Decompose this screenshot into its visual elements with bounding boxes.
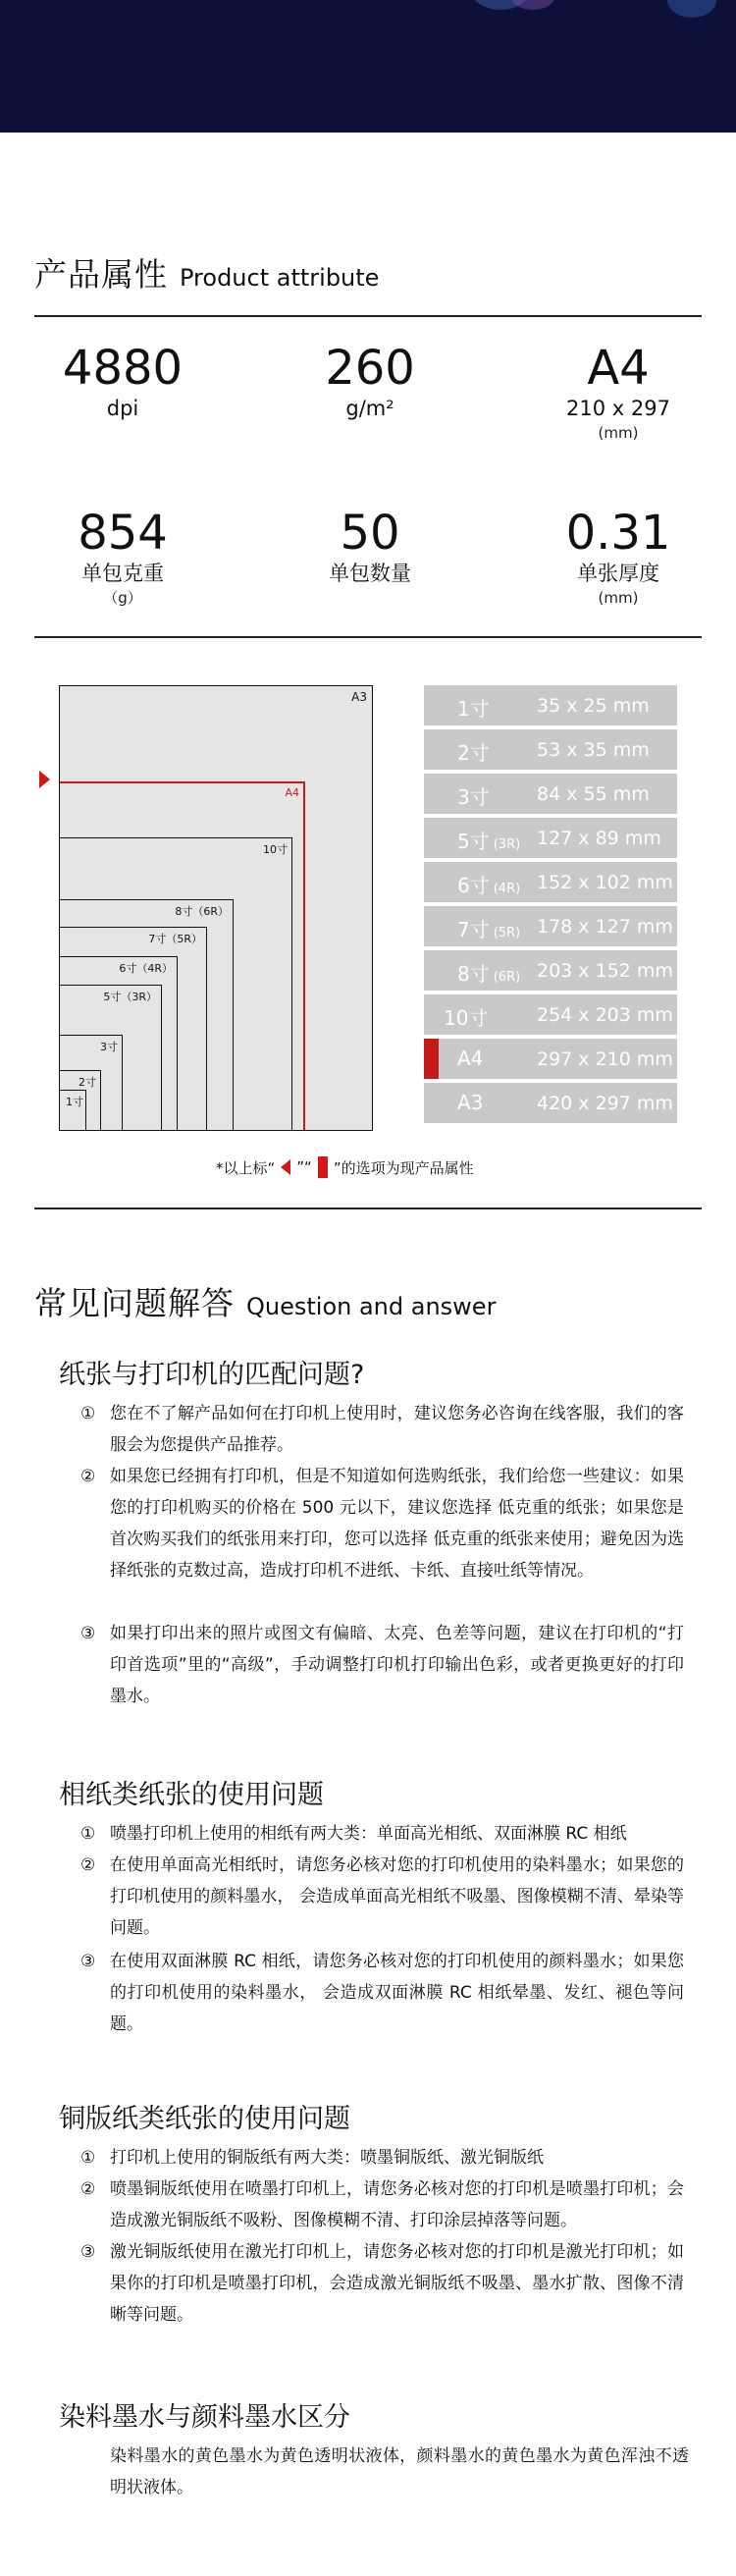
selected-size-tag xyxy=(424,1039,439,1079)
attributes-title-en: Product attribute xyxy=(180,264,380,292)
diagram-box-label: 10寸 xyxy=(263,843,288,856)
legend-mid: ”“ xyxy=(296,1158,312,1176)
size-dims: 152 x 102 mm xyxy=(537,872,673,893)
spec-size xyxy=(510,342,726,444)
diagram-box-label: 3寸 xyxy=(100,1041,118,1053)
legend-prefix: *以上标“ xyxy=(216,1158,276,1177)
size-dims: 35 x 25 mm xyxy=(537,695,650,717)
attributes-title-zh: 产品属性 xyxy=(34,255,168,294)
size-dims: 178 x 127 mm xyxy=(537,916,673,938)
divider xyxy=(34,1208,702,1209)
size-name: 2寸 xyxy=(457,741,490,765)
size-dims: 53 x 35 mm xyxy=(537,739,650,761)
diagram-box-label: 1寸 xyxy=(66,1096,83,1108)
size-name: 6寸 (4R) xyxy=(457,874,521,897)
qa-item: ③ 在使用双面淋膜 RC 相纸，请您务必核对您的打印机使用的颜料墨水；如果您的打印机使用的染料墨水， 会造成双面淋膜 RC 相纸晕墨、发红、褪色等问题。 xyxy=(80,1952,684,2034)
spec-sub: （g） xyxy=(103,589,142,607)
size-dims: 254 x 203 mm xyxy=(537,1004,673,1026)
spec-pack-weight xyxy=(15,507,231,609)
size-row-7in xyxy=(424,906,677,946)
spec-value: 260 xyxy=(325,341,415,396)
diagram-box-label: 7寸（5R） xyxy=(148,933,202,945)
diagram-box-1in xyxy=(60,1090,86,1130)
spec-unit: 210 x 297 xyxy=(566,397,670,420)
diagram-box-label: A4 xyxy=(285,786,299,799)
spec-thickness xyxy=(510,507,726,609)
spec-value: 50 xyxy=(340,506,400,561)
current-size-marker-icon xyxy=(39,771,50,788)
spec-value: 4880 xyxy=(62,341,184,396)
qa-heading: 铜版纸类纸张的使用问题 xyxy=(59,2104,350,2134)
qa-title-zh: 常见问题解答 xyxy=(34,1284,235,1322)
qa-title xyxy=(34,1278,496,1324)
divider xyxy=(34,636,702,638)
size-row-a3 xyxy=(424,1083,677,1123)
size-name: 10寸 xyxy=(444,1006,489,1030)
diagram-box-label: 2寸 xyxy=(79,1076,96,1089)
qa-item: ① 喷墨打印机上使用的相纸有两大类：单面高光相纸、双面淋膜 RC 相纸 xyxy=(80,1824,627,1844)
qa-title-en: Question and answer xyxy=(246,1293,497,1320)
qa-item: ② 在使用单面高光相纸时，请您务必核对您的打印机使用的染料墨水；如果您的打印机使用的颜料墨水， 会造成单面高光相纸不吸墨、图像模糊不清、晕染等问题。 xyxy=(80,1855,684,1938)
spec-pack-count xyxy=(262,507,478,587)
size-name: 5寸 (3R) xyxy=(457,830,521,853)
legend-marker-icon xyxy=(281,1159,290,1175)
size-legend xyxy=(216,1156,474,1178)
spec-unit: dpi xyxy=(106,397,139,420)
size-row-2in xyxy=(424,729,677,770)
qa-heading: 相纸类纸张的使用问题 xyxy=(59,1780,324,1810)
spec-value: 0.31 xyxy=(565,506,671,561)
diagram-box-label: 5寸（3R） xyxy=(103,991,157,1003)
banner-decoration xyxy=(510,0,555,10)
size-name: 1寸 xyxy=(457,697,490,721)
spec-unit: g/m² xyxy=(345,397,394,420)
size-dims: 203 x 152 mm xyxy=(537,960,673,982)
spec-weight xyxy=(262,342,478,422)
top-banner xyxy=(0,0,736,133)
qa-heading: 纸张与打印机的匹配问题? xyxy=(59,1360,365,1390)
size-row-6in xyxy=(424,862,677,902)
legend-bar-icon xyxy=(318,1156,328,1178)
size-row-10in xyxy=(424,994,677,1035)
size-dims: 297 x 210 mm xyxy=(537,1048,673,1070)
paper-size-diagram xyxy=(59,685,373,1131)
divider xyxy=(34,315,702,317)
spec-resolution xyxy=(15,342,231,422)
size-name: 3寸 xyxy=(457,785,490,809)
size-name: A4 xyxy=(457,1046,484,1070)
qa-item: ③ 激光铜版纸使用在激光打印机上，请您务必核对您的打印机是激光打印机；如果你的打印机是喷墨打印机，会造成激光铜版纸不吸墨、墨水扩散、图像不清晰等问题。 xyxy=(80,2242,684,2325)
spec-unit: 单包数量 xyxy=(329,562,411,585)
spec-value: A4 xyxy=(587,341,650,396)
size-name: 7寸 (5R) xyxy=(457,918,521,941)
spec-sub: (mm) xyxy=(598,424,639,442)
size-dims: 127 x 89 mm xyxy=(537,828,661,849)
size-name: A3 xyxy=(457,1091,484,1114)
qa-item: ② 如果您已经拥有打印机，但是不知道如何选购纸张，我们给您一些建议：如果您的打印机购买的价格在 500 元以下，建议您选择 低克重的纸张；如果您是首次购买我们的纸张用来打印，您可以选择 低克重的纸张来使用；避免因为选择纸张的克数过高，造成打印机不进纸、卡纸、直接吐纸等情况。 xyxy=(80,1467,684,1581)
size-row-8in xyxy=(424,950,677,991)
qa-item: ① 您在不了解产品如何在打印机上使用时，建议您务必咨询在线客服，我们的客服会为您提供产品推荐。 xyxy=(80,1404,684,1455)
size-row-3in xyxy=(424,774,677,814)
qa-item: ③ 如果打印出来的照片或图文有偏暗、太亮、色差等问题，建议在打印机的“打印首选项”里的“高级”，手动调整打印机打印输出色彩，或者更换更好的打印墨水。 xyxy=(80,1624,684,1706)
size-row-1in xyxy=(424,685,677,725)
qa-paragraph: 染料墨水的黄色墨水为黄色透明状液体，颜料墨水的黄色墨水为黄色浑浊不透明状液体。 xyxy=(110,2446,689,2497)
qa-item: ① 打印机上使用的铜版纸有两大类：喷墨铜版纸、激光铜版纸 xyxy=(80,2148,544,2168)
legend-suffix: ”的选项为现产品属性 xyxy=(333,1158,474,1177)
banner-decoration xyxy=(667,0,716,18)
spec-value: 854 xyxy=(78,506,168,561)
diagram-label-a3: A3 xyxy=(351,690,367,704)
size-name: 8寸 (6R) xyxy=(457,962,521,986)
diagram-box-label: 8寸（6R） xyxy=(175,905,229,918)
size-row-a4 xyxy=(424,1039,677,1079)
spec-unit: 单张厚度 xyxy=(577,562,659,585)
diagram-box-label: 6寸（4R） xyxy=(119,962,173,975)
spec-unit: 单包克重 xyxy=(81,562,164,585)
size-row-5in xyxy=(424,818,677,858)
size-dims: 84 x 55 mm xyxy=(537,783,650,805)
attributes-title xyxy=(34,249,379,295)
qa-heading: 染料墨水与颜料墨水区分 xyxy=(59,2402,350,2433)
size-dims: 420 x 297 mm xyxy=(537,1093,673,1114)
spec-sub: (mm) xyxy=(598,589,639,607)
qa-item: ② 喷墨铜版纸使用在喷墨打印机上，请您务必核对您的打印机是喷墨打印机；会造成激光铜版纸不吸粉、图像模糊不清、打印涂层掉落等问题。 xyxy=(80,2179,684,2230)
